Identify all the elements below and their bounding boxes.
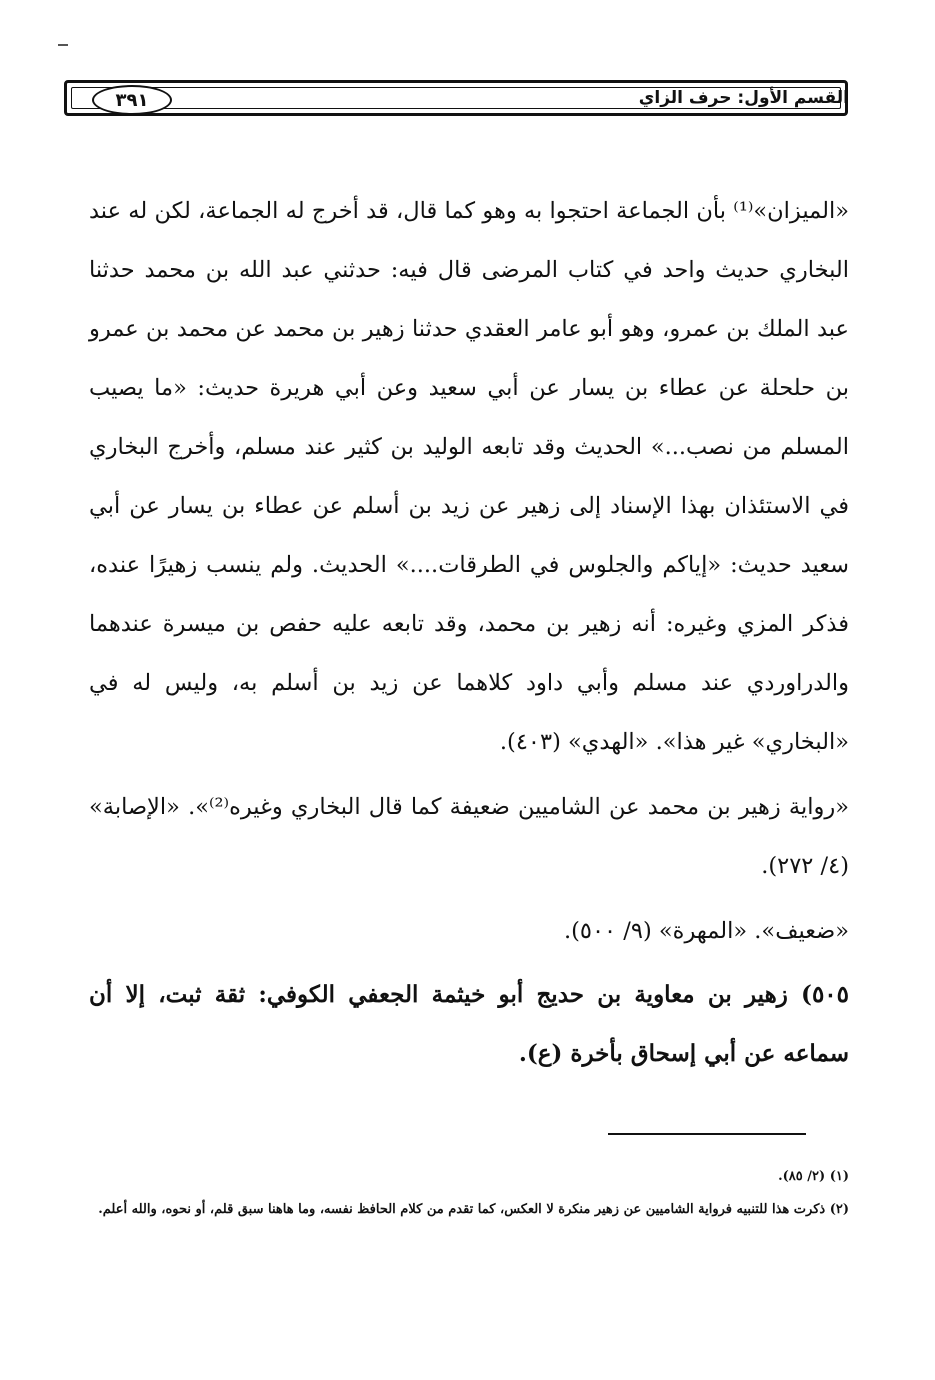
page-number: ٣٩١ bbox=[92, 85, 172, 115]
entry-505: ٥٠٥) زهير بن معاوية بن حديج أبو خيثمة الجعفي الكوفي: ثقة ثبت، إلا أن سماعه عن أبي إسحاق بأخرة (ع). bbox=[89, 981, 849, 1067]
main-text bbox=[89, 182, 849, 1083]
footnote-divider bbox=[608, 1133, 806, 1135]
running-header-title: القسم الأول: حرف الزاي bbox=[638, 88, 849, 108]
paragraph-isaba-quote: «رواية زهير بن محمد عن الشاميين ضعيفة كما قال البخاري وغيره⁽²⁾». «الإصابة» (٤/ ٢٧٢). bbox=[89, 794, 849, 879]
footnote-1: (١) (٢/ ٨٥). bbox=[778, 1169, 849, 1184]
paragraph-mahra-quote: «ضعيف». «المهرة» (٩/ ٥٠٠). bbox=[563, 918, 849, 944]
paragraph-hadith-discussion: «الميزان»⁽¹⁾ بأن الجماعة احتجوا به وهو كما قال، قد أخرج له الجماعة، لكن له عند البخاري حديث واحد في كتاب المرضى قال فيه: حدثني عبد الله بن محمد حدثنا عبد الملك بن عمرو، وهو أبو عامر العقدي حدثنا زهير بن محمد عن محمد بن عمرو بن حلحلة عن عطاء بن يسار عن أبي سعيد وعن أبي هريرة حديث: «ما يصيب المسلم من نصب...» الحديث وقد تابعه الوليد بن كثير عند مسلم، وأخرج البخاري في الاستئذان بهذا الإسناد إلى زهير عن زيد بن أسلم عن عطاء بن يسار عن أبي سعيد حديث: «إياكم والجلوس في الطرقات....» الحديث. ولم ينسب زهيرًا عنده، فذكر المزي وغيره: أنه زهير بن محمد، وقد تابعه عليه حفص بن ميسرة عندهما والدراوردي عند مسلم وأبي داود كلاهما عن زيد بن أسلم به، وليس له في «البخاري» غير هذا». «الهدي» (٤٠٣). bbox=[89, 198, 849, 755]
footnote-2: (٢) ذكرت هذا للتنبيه فرواية الشاميين عن زهير منكرة لا العكس، كما تقدم من كلام الحافظ نفسه، وما هاهنا سبق قلم، أو نحوه، والله أعلم. bbox=[98, 1202, 849, 1217]
scan-mark bbox=[58, 44, 68, 46]
footnotes bbox=[89, 1164, 849, 1230]
